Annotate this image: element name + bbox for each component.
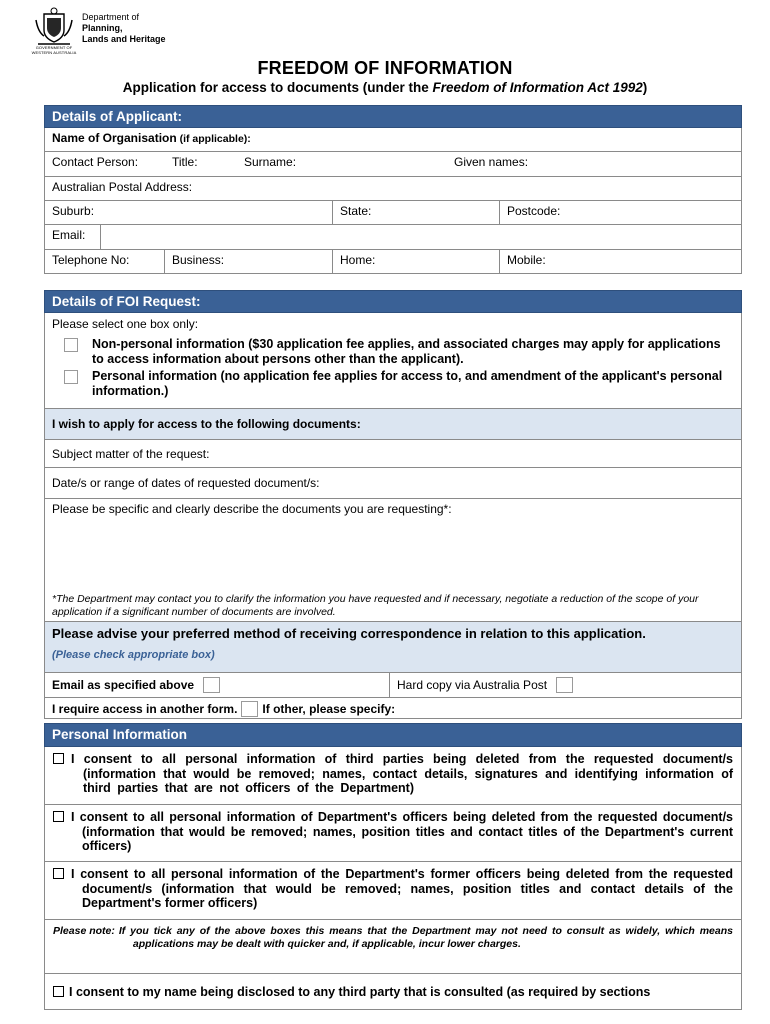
please-note-block: Please note: If you tick any of the above boxes this means that the Department may not need to consult as widely, which means applications may be dealt with quicker and, if applicable, incur lower charges. [44, 920, 742, 974]
non-personal-checkbox[interactable] [64, 338, 78, 352]
contact-row[interactable]: Contact Person: Title: Surname: Given names: [44, 152, 742, 177]
page-subtitle: Application for access to documents (under the Freedom of Information Act 1992) [122, 80, 648, 95]
org-row[interactable]: Name of Organisation (if applicable): [44, 128, 742, 152]
personal-information-section [44, 723, 742, 1010]
consent-third-parties: I consent to all personal information of third parties being deleted from the requested document/s (information that would be removed; names, contact details, signatures and identifying information of third parties that are not officers of the Department) [44, 747, 742, 805]
postal-address-row[interactable]: Australian Postal Address: [44, 177, 742, 201]
method-heading: Please advise your preferred method of receiving correspondence in relation to this application. (Please check appropriate box) [44, 622, 742, 673]
consent-former-officers-checkbox[interactable] [53, 868, 64, 879]
applicant-section [44, 105, 742, 274]
consent-former-officers: I consent to all personal information of the Department's former officers being deleted from the requested document/s (information that would be removed; names, position titles and contact details of the Department's former officers) [44, 862, 742, 920]
wish-to-apply-heading: I wish to apply for access to the following documents: [44, 409, 742, 440]
hardcopy-delivery-checkbox[interactable] [556, 677, 573, 693]
other-form-checkbox[interactable] [241, 701, 258, 717]
foi-request-heading: Details of FOI Request: [44, 290, 742, 313]
personal-information-heading: Personal Information [44, 723, 742, 747]
describe-documents-field[interactable]: Please be specific and clearly describe the documents you are requesting*: *The Department may contact you to clarify the information you have requested and if necessary, negotiate a reduction of the scope of your application if a significant number of documents are involved. [44, 499, 742, 622]
telephone-row[interactable]: Telephone No: Business: Home: Mobile: [44, 250, 742, 274]
email-delivery-checkbox[interactable] [203, 677, 220, 693]
page-title: FREEDOM OF INFORMATION [257, 58, 513, 78]
wa-crest-icon [32, 6, 76, 50]
applicant-heading: Details of Applicant: [44, 105, 742, 128]
consent-current-officers-checkbox[interactable] [53, 811, 64, 822]
consent-current-officers: I consent to all personal information of Department's officers being deleted from the requested document/s (information that would be removed; names, position titles and contact titles of the Department's current officers) [44, 805, 742, 862]
subject-row[interactable]: Subject matter of the request: [44, 440, 742, 468]
request-type-block: Please select one box only: Non-personal information ($30 application fee applies, and associated charges may apply for applications to access information about persons other than the applicant). Personal information (no application fee applies for access to, and amendment of the applicant's personal information.) [44, 313, 742, 409]
crest-caption: GOVERNMENT OF WESTERN AUSTRALIA [31, 45, 77, 55]
department-name: Department of Planning, Lands and Heritage [82, 12, 166, 44]
delivery-method-row: Email as specified above Hard copy via Australia Post [44, 673, 742, 698]
foi-request-section [44, 290, 742, 719]
consent-name-disclosed-checkbox[interactable] [53, 986, 64, 997]
personal-checkbox[interactable] [64, 370, 78, 384]
suburb-row[interactable]: Suburb: State: Postcode: [44, 201, 742, 225]
department-logo [28, 6, 178, 56]
dates-row[interactable]: Date/s or range of dates of requested document/s: [44, 468, 742, 499]
consent-third-parties-checkbox[interactable] [53, 753, 64, 764]
consent-name-disclosed: I consent to my name being disclosed to any third party that is consulted (as required by sections [44, 974, 742, 1010]
clarification-footnote: *The Department may contact you to clarify the information you have requested and if necessary, negotiate a reduction of the scope of your application if a significant number of documents are involved. [52, 593, 699, 618]
email-row[interactable]: Email: [44, 225, 742, 250]
other-form-row: I require access in another form. If other, please specify: [44, 698, 742, 719]
